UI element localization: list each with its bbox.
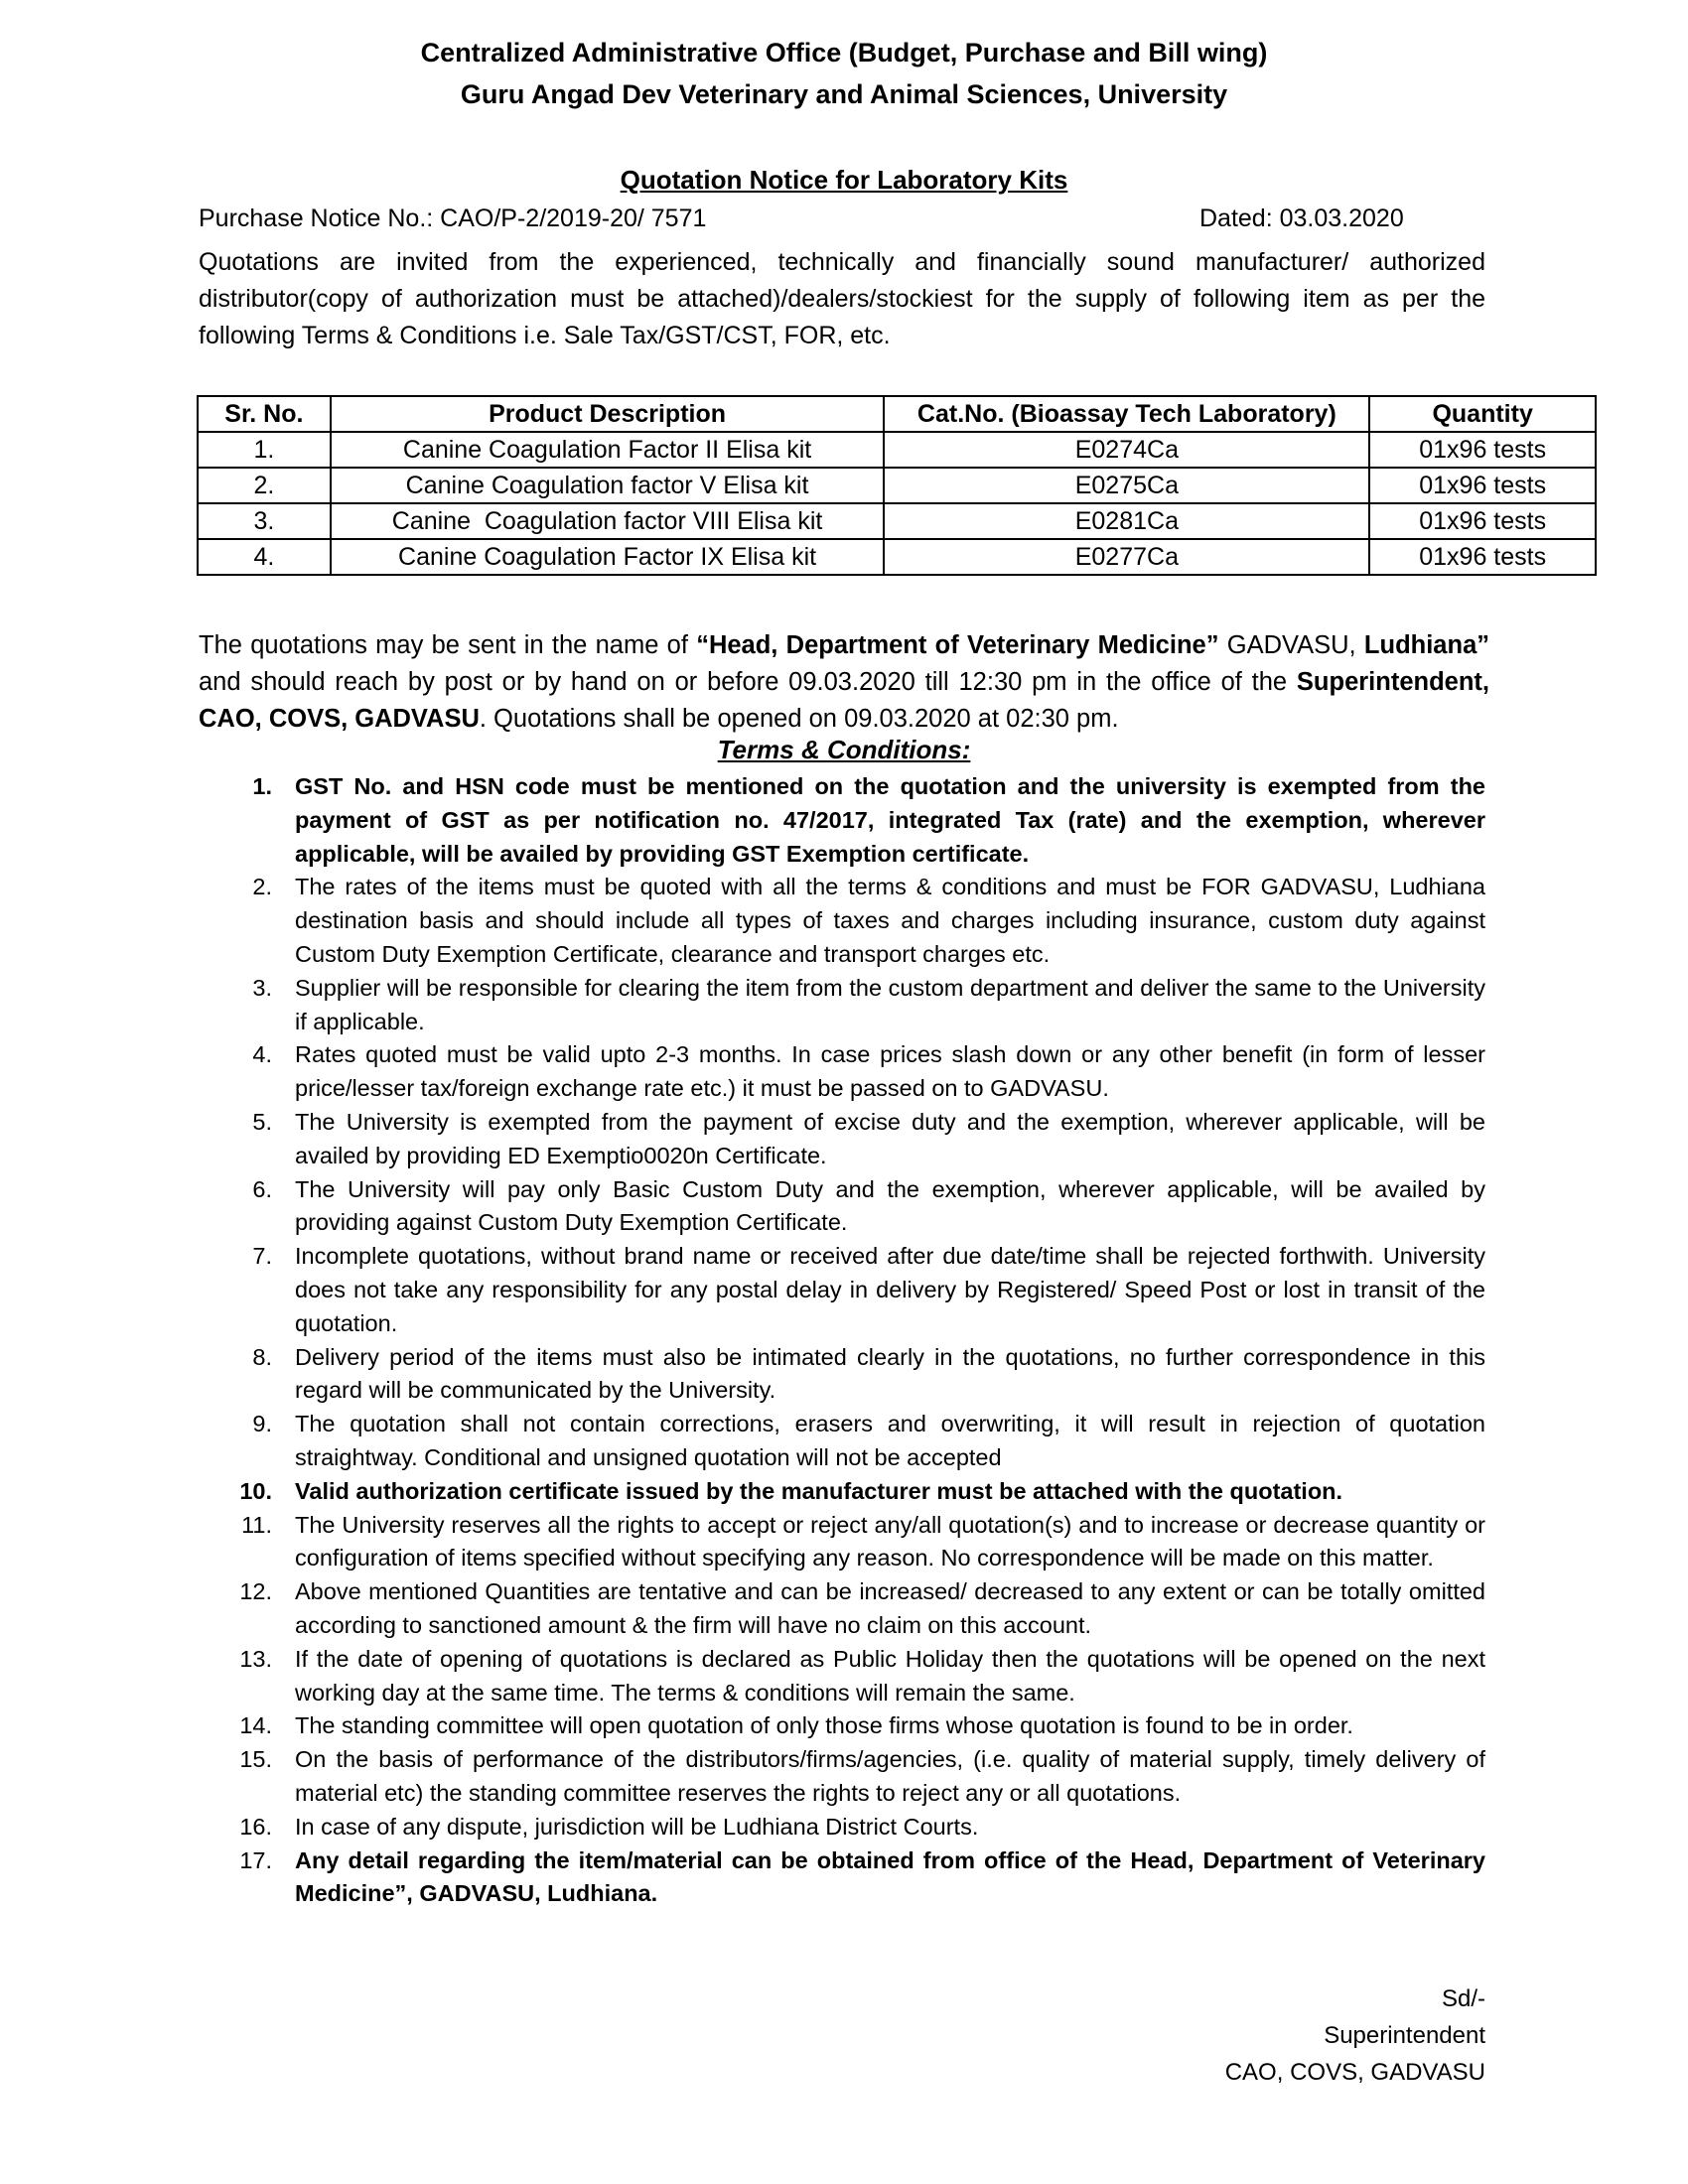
term-text: Rates quoted must be valid upto 2-3 months. In case prices slash down or any other benefit (in form of lesser price/lesser tax/foreign exchange rate etc.) it must be passed on to GADVASU. <box>295 1041 1485 1102</box>
items-table <box>197 395 1597 576</box>
term-text: The rates of the items must be quoted with all the terms & conditions and must be FOR GADVASU, Ludhiana destination basis and should include all types of taxes and charges including insurance, custom duty against Custom Duty Exemption Certificate, clearance and transport charges etc. <box>295 874 1485 967</box>
term-item <box>230 1811 1485 1844</box>
term-text: The University will pay only Basic Custom Duty and the exemption, wherever applicable, will be availed by providing against Custom Duty Exemption Certificate. <box>295 1175 1485 1236</box>
term-item <box>230 1709 1485 1743</box>
cell-quantity: 01x96 tests <box>1369 539 1596 575</box>
term-text: Delivery period of the items must also be intimated clearly in the quotations, no further correspondence in this regard will be communicated by the University. <box>295 1343 1485 1404</box>
term-number: 11. <box>241 1511 272 1538</box>
notice-date: Dated: 03.03.2020 <box>1199 205 1404 232</box>
term-text: In case of any dispute, jurisdiction will be Ludhiana District Courts. <box>295 1813 979 1840</box>
term-number: 16. <box>239 1813 272 1840</box>
term-item <box>230 1475 1485 1509</box>
term-number: 2. <box>252 874 272 900</box>
column-header-quantity: Quantity <box>1369 396 1596 432</box>
cell-cat-no: E0281Ca <box>884 503 1369 539</box>
cell-quantity: 01x96 tests <box>1369 432 1596 468</box>
term-text: Supplier will be responsible for clearing the item from the custom department and deliver the same to the University if applicable. <box>295 974 1485 1034</box>
office-name: Superintendent, CAO, COVS, GADVASU <box>199 668 1489 733</box>
cell-product-description: Canine Coagulation factor VIII Elisa kit <box>331 503 885 539</box>
notice-title: Quotation Notice for Laboratory Kits <box>620 165 1068 195</box>
term-number: 8. <box>252 1343 272 1370</box>
table-row <box>198 432 1596 468</box>
term-item <box>230 770 1485 871</box>
cell-cat-no: E0274Ca <box>884 432 1369 468</box>
table-row <box>198 503 1596 539</box>
cell-sr-no: 2. <box>198 468 331 503</box>
column-header-product-description: Product Description <box>331 396 885 432</box>
term-text: The University is exempted from the payment of excise duty and the exemption, wherever applicable, will be availed by providing ED Exemptio0020n Certificate. <box>295 1108 1485 1168</box>
submission-paragraph <box>199 627 1489 738</box>
term-item <box>230 1743 1485 1811</box>
term-text: GST No. and HSN code must be mentioned on the quotation and the university is exempted from the payment of GST as per notification no. 47/2017, integrated Tax (rate) and the exemption, wherever applicable, will be availed by providing GST Exemption certificate. <box>295 773 1485 867</box>
cell-quantity: 01x96 tests <box>1369 468 1596 503</box>
table-row <box>198 468 1596 503</box>
term-text: Valid authorization certificate issued by the manufacturer must be attached with the quotation. <box>295 1477 1343 1504</box>
term-number: 13. <box>239 1645 272 1672</box>
cell-cat-no: E0277Ca <box>884 539 1369 575</box>
cell-sr-no: 4. <box>198 539 331 575</box>
term-number: 1. <box>252 773 272 799</box>
submission-text: and should reach by post or by hand on or before 09.03.2020 till 12:30 pm in the office of the <box>199 668 1297 696</box>
cell-product-description: Canine Coagulation Factor IX Elisa kit <box>331 539 885 575</box>
term-number: 3. <box>252 974 272 1001</box>
term-text: If the date of opening of quotations is declared as Public Holiday then the quotations will be opened on the next working day at the same time. The terms & conditions will remain the same. <box>295 1645 1485 1706</box>
term-item <box>230 972 1485 1039</box>
cell-sr-no: 3. <box>198 503 331 539</box>
addressee-name: “Head, Department of Veterinary Medicine” <box>696 631 1219 659</box>
cell-cat-no: E0275Ca <box>884 468 1369 503</box>
cell-quantity: 01x96 tests <box>1369 503 1596 539</box>
term-number: 17. <box>239 1846 272 1873</box>
term-item <box>230 1575 1485 1643</box>
term-number: 5. <box>252 1108 272 1135</box>
terms-heading: Terms & Conditions: <box>717 735 971 764</box>
table-row <box>198 539 1596 575</box>
terms-list <box>230 770 1485 1911</box>
term-text: The standing committee will open quotation of only those firms whose quotation is found to be in order. <box>295 1712 1353 1739</box>
term-item <box>230 1173 1485 1241</box>
term-text: The University reserves all the rights to accept or reject any/all quotation(s) and to increase or decrease quantity or configuration of items specified without specifying any reason. No correspondence will be made on this matter. <box>295 1511 1485 1571</box>
term-text: Incomplete quotations, without brand name or received after due date/time shall be rejected forthwith. University does not take any responsibility for any postal delay in delivery by Registered/ Speed Post or lost in transit of the quotation. <box>295 1243 1485 1336</box>
term-item <box>230 1240 1485 1340</box>
purchase-notice-number: Purchase Notice No.: CAO/P-2/2019-20/ 7571 <box>199 205 707 232</box>
term-text: The quotation shall not contain corrections, erasers and overwriting, it will result in rejection of quotation straightway. Conditional and unsigned quotation will not be accepted <box>295 1411 1485 1470</box>
term-text: Above mentioned Quantities are tentative and can be increased/ decreased to any extent or can be totally omitted according to sanctioned amount & the firm will have no claim on this account. <box>295 1578 1485 1638</box>
term-item <box>230 1844 1485 1912</box>
term-item <box>230 1643 1485 1710</box>
term-number: 14. <box>239 1712 272 1739</box>
cell-product-description: Canine Coagulation factor V Elisa kit <box>331 468 885 503</box>
term-number: 12. <box>239 1578 272 1605</box>
term-number: 6. <box>252 1175 272 1202</box>
university-name-header: Guru Angad Dev Veterinary and Animal Sciences, University <box>460 79 1228 109</box>
submission-text: . Quotations shall be opened on 09.03.2020 at 02:30 pm. <box>479 705 1119 733</box>
term-item <box>230 1038 1485 1106</box>
term-item <box>230 1341 1485 1409</box>
term-number: 9. <box>252 1411 272 1437</box>
column-header-cat-no: Cat.No. (Bioassay Tech Laboratory) <box>884 396 1369 432</box>
term-item <box>230 1509 1485 1576</box>
signature-mark: Sd/- <box>1441 1985 1485 2012</box>
term-number: 15. <box>239 1746 272 1773</box>
intro-paragraph: Quotations are invited from the experienced, technically and financially sound manufacturer/ authorized distributor(copy of authorization must be attached)/dealers/stockiest for the supply of following item as per the following Terms & Conditions i.e. Sale Tax/GST/CST, FOR, etc. <box>199 248 1485 349</box>
cell-sr-no: 1. <box>198 432 331 468</box>
submission-text: The quotations may be sent in the name of <box>199 631 697 659</box>
signatory-office: CAO, COVS, GADVASU <box>1224 2059 1485 2086</box>
term-text: Any detail regarding the item/material can be obtained from office of the Head, Department of Veterinary Medicine”, GADVASU, Ludhiana. <box>295 1846 1485 1907</box>
addressee-city: Ludhiana” <box>1363 631 1490 659</box>
cell-product-description: Canine Coagulation Factor II Elisa kit <box>331 432 885 468</box>
term-item <box>230 1106 1485 1173</box>
term-number: 4. <box>252 1041 272 1068</box>
term-text: On the basis of performance of the distributors/firms/agencies, (i.e. quality of material supply, timely delivery of material etc) the standing committee reserves the rights to reject any or all quotations. <box>295 1746 1485 1806</box>
signatory-designation: Superintendent <box>1324 2022 1485 2049</box>
column-header-sr-no: Sr. No. <box>198 396 331 432</box>
signature-block <box>1092 1980 1485 2091</box>
term-number: 10. <box>239 1477 272 1504</box>
table-header-row <box>198 396 1596 432</box>
term-number: 7. <box>252 1243 272 1270</box>
term-item <box>230 871 1485 971</box>
term-item <box>230 1408 1485 1475</box>
office-name-header: Centralized Administrative Office (Budget, Purchase and Bill wing) <box>420 38 1268 68</box>
submission-text: GADVASU, <box>1218 631 1364 659</box>
